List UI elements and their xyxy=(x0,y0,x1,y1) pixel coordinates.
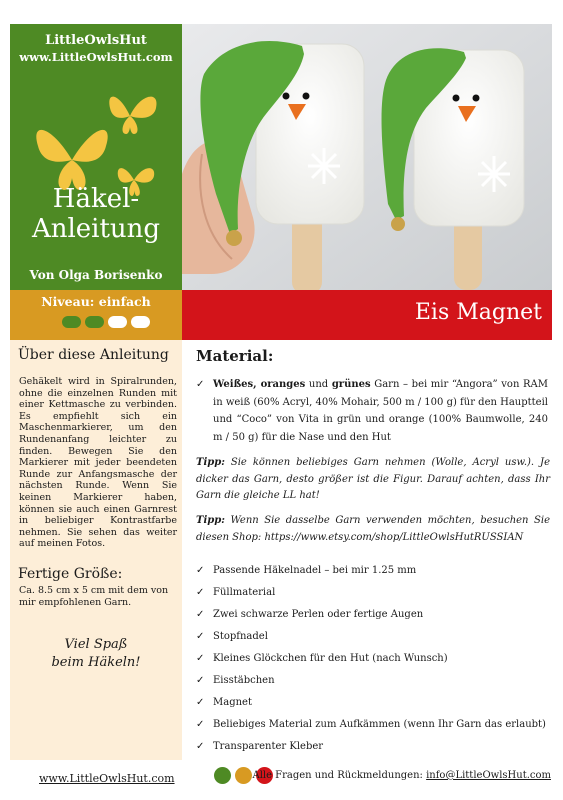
material-item-label: Eisstäbchen xyxy=(213,675,275,686)
footer-dot-amber xyxy=(235,767,252,784)
material-item xyxy=(196,648,550,670)
brand-url[interactable]: www.LittleOwlsHut.com xyxy=(19,50,173,64)
product-name: Eis Magnet xyxy=(414,300,542,325)
check-icon: ✓ xyxy=(196,587,205,598)
yarn-green-bold: grünes xyxy=(331,379,371,390)
material-item-label: Transparenter Kleber xyxy=(213,741,324,752)
check-icon: ✓ xyxy=(196,719,205,730)
difficulty-pill-3 xyxy=(108,316,127,328)
material-list xyxy=(196,560,550,758)
tip-1-label: Tipp: xyxy=(196,457,225,468)
size-text: Ca. 8.5 cm x 5 cm mit dem von mir empfohlenen Garn. xyxy=(19,585,169,608)
left-snowflake xyxy=(308,148,340,184)
check-icon: ✓ xyxy=(196,609,205,620)
yarn-colors-bold: Weißes, oranges xyxy=(213,379,306,390)
right-snowflake xyxy=(478,156,510,192)
check-icon: ✓ xyxy=(196,653,205,664)
tip-2-text: Wenn Sie dasselbe Garn verwenden möchten, besuchen Sie diesen Shop: https://www.etsy.com/shop/LittleOwlsHutRUSSIAN xyxy=(196,515,550,543)
about-text: Gehäkelt wird in Spiralrunden, ohne die einzelnen Runden mit einer Kettmasche zu verbinden. Es empfiehlt sich ein Maschenmarkierer, um den Rundenanfang leichter zu finden. Bewegen Sie den Markierer mit jeder beendeten Runde zur Anfangsmasche der nächsten Runde. Wenn Sie keinen Markierer haben, können sie auch einen Garnrest in beliebiger Kontrastfarbe nehmen. Sie sehen das weiter auf meinen Fotos. xyxy=(19,376,177,550)
header-panel xyxy=(10,24,182,290)
difficulty-pill-4 xyxy=(131,316,150,328)
footer-email-link[interactable]: info@LittleOwlsHut.com xyxy=(426,770,551,781)
niveau-label: Niveau: einfach xyxy=(41,294,151,309)
tip-1-text: Sie können beliebiges Garn nehmen (Wolle, Acryl usw.). Je dicker das Garn, desto größer ist die Figur. Darauf achten, dass Ihr Garn die gleiche LL hat! xyxy=(196,457,550,501)
difficulty-pill-1 xyxy=(62,316,81,328)
material-item xyxy=(196,626,550,648)
fun-line-1: Viel Spaß xyxy=(64,637,128,652)
niveau-bar xyxy=(10,290,182,340)
difficulty-indicator xyxy=(62,316,150,328)
product-banner xyxy=(182,290,552,340)
photo-illustration xyxy=(182,24,552,290)
material-item-label: Kleines Glöckchen für den Hut (nach Wunsch) xyxy=(213,653,448,664)
title-line-1: Häkel- xyxy=(52,184,140,214)
yarn-and: und xyxy=(305,379,332,390)
difficulty-pill-2 xyxy=(85,316,104,328)
fun-message xyxy=(10,636,182,672)
material-item xyxy=(196,670,550,692)
tip-1 xyxy=(196,455,550,505)
check-icon: ✓ xyxy=(196,675,205,686)
material-item-label: Zwei schwarze Perlen oder fertige Augen xyxy=(213,609,424,620)
tip-2-label: Tipp: xyxy=(196,515,225,526)
material-item xyxy=(196,560,550,582)
material-heading: Material: xyxy=(196,347,274,365)
footer-website-link[interactable]: www.LittleOwlsHut.com xyxy=(39,772,175,785)
footer-contact-label: Alle Fragen und Rückmeldungen: xyxy=(252,770,427,781)
product-photo xyxy=(182,24,552,290)
material-item-label: Passende Häkelnadel – bei mir 1.25 mm xyxy=(213,565,417,576)
info-sidebar xyxy=(10,340,182,760)
material-yarn-text xyxy=(213,376,548,446)
check-icon: ✓ xyxy=(196,741,205,752)
check-icon: ✓ xyxy=(196,379,205,390)
size-heading: Fertige Größe: xyxy=(18,566,123,582)
check-icon: ✓ xyxy=(196,565,205,576)
material-item xyxy=(196,692,550,714)
yarn-details: Garn – bei mir “Angora” von RAM in weiß (60% Acryl, 40% Mohair, 500 m / 100 g) für den Hauptteil und “Coco” von Vita in grün und orange (100% Baumwolle, 240 m / 50 g) für die Nase und den Hut xyxy=(213,379,549,443)
material-yarn-item xyxy=(196,376,548,446)
about-heading: Über diese Anleitung xyxy=(18,347,169,363)
footer-contact xyxy=(252,770,551,781)
material-item-label: Füllmaterial xyxy=(213,587,276,598)
brand-name: LittleOwlsHut xyxy=(45,33,147,48)
fun-line-2: beim Häkeln! xyxy=(51,655,141,670)
author: Von Olga Borisenko xyxy=(29,268,163,282)
material-item xyxy=(196,714,550,736)
title-line-2: Anleitung xyxy=(31,214,161,244)
check-icon: ✓ xyxy=(196,697,205,708)
document-title xyxy=(10,184,182,244)
material-item xyxy=(196,736,550,758)
footer-dot-green xyxy=(214,767,231,784)
material-item xyxy=(196,582,550,604)
material-item-label: Magnet xyxy=(213,697,252,708)
material-item xyxy=(196,604,550,626)
check-icon: ✓ xyxy=(196,631,205,642)
material-item-label: Beliebiges Material zum Aufkämmen (wenn Ihr Garn das erlaubt) xyxy=(213,719,546,730)
tip-2 xyxy=(196,513,550,546)
material-item-label: Stopfnadel xyxy=(213,631,268,642)
